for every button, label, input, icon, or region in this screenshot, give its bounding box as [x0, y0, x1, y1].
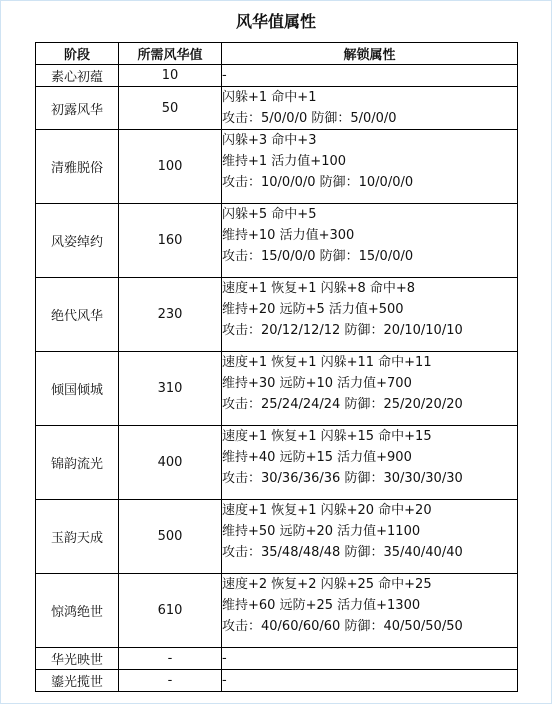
- attribute-line: -: [222, 673, 227, 688]
- unlocked-attributes-cell: [222, 130, 518, 204]
- table-row: [36, 130, 518, 204]
- table-row: [36, 500, 518, 574]
- attribute-line: -: [222, 651, 227, 666]
- attribute-line: 攻击：30/36/36/36 防御：30/30/30/30: [222, 471, 463, 486]
- required-value-cell: 500: [119, 500, 222, 574]
- attribute-line: -: [222, 68, 227, 83]
- table-header-row: [36, 43, 518, 65]
- attribute-line: 维持+40 远防+15 活力值+900: [222, 450, 412, 465]
- attribute-line: 维持+30 远防+10 活力值+700: [222, 376, 412, 391]
- required-value-cell: -: [119, 670, 222, 692]
- attribute-line: 速度+1 恢复+1 闪躲+15 命中+15: [222, 429, 432, 444]
- unlocked-attributes-cell: [222, 426, 518, 500]
- attribute-table: [35, 42, 518, 692]
- attribute-line: 闪躲+1 命中+1: [222, 90, 317, 105]
- stage-cell: 倾国倾城: [36, 352, 119, 426]
- attribute-line: 维持+60 远防+25 活力值+1300: [222, 598, 421, 613]
- attribute-line: 攻击：20/12/12/12 防御：20/10/10/10: [222, 323, 463, 338]
- required-value-cell: 400: [119, 426, 222, 500]
- attribute-line: 攻击：40/60/60/60 防御：40/50/50/50: [222, 619, 463, 634]
- table-row: [36, 87, 518, 130]
- required-value-cell: 160: [119, 204, 222, 278]
- attribute-line: 攻击：25/24/24/24 防御：25/20/20/20: [222, 397, 463, 412]
- required-value-cell: 230: [119, 278, 222, 352]
- attribute-line: 攻击：5/0/0/0 防御：5/0/0/0: [222, 111, 397, 126]
- table-row: [36, 648, 518, 670]
- attribute-line: 攻击：15/0/0/0 防御：15/0/0/0: [222, 249, 414, 264]
- unlocked-attributes-cell: [222, 648, 518, 670]
- table-body: [36, 65, 518, 692]
- stage-cell: 绝代风华: [36, 278, 119, 352]
- attribute-line: 维持+10 活力值+300: [222, 228, 355, 243]
- attribute-line: 闪躲+3 命中+3: [222, 133, 317, 148]
- table-row: [36, 352, 518, 426]
- unlocked-attributes-cell: [222, 670, 518, 692]
- unlocked-attributes-cell: [222, 204, 518, 278]
- stage-cell: 素心初蕴: [36, 65, 119, 87]
- attribute-line: 攻击：10/0/0/0 防御：10/0/0/0: [222, 175, 414, 190]
- required-value-cell: 50: [119, 87, 222, 130]
- table-row: [36, 65, 518, 87]
- required-value-cell: 610: [119, 574, 222, 648]
- header-required-value: 所需风华值: [119, 43, 222, 65]
- unlocked-attributes-cell: [222, 352, 518, 426]
- unlocked-attributes-cell: [222, 574, 518, 648]
- stage-cell: 风姿绰约: [36, 204, 119, 278]
- unlocked-attributes-cell: [222, 278, 518, 352]
- stage-cell: 初露风华: [36, 87, 119, 130]
- required-value-cell: 100: [119, 130, 222, 204]
- required-value-cell: 310: [119, 352, 222, 426]
- table-row: [36, 426, 518, 500]
- stage-cell: 玉韵天成: [36, 500, 119, 574]
- attribute-line: 维持+20 远防+5 活力值+500: [222, 302, 404, 317]
- unlocked-attributes-cell: [222, 500, 518, 574]
- header-stage: 阶段: [36, 43, 119, 65]
- attribute-line: 速度+1 恢复+1 闪躲+20 命中+20: [222, 503, 432, 518]
- table-row: [36, 670, 518, 692]
- table-row: [36, 204, 518, 278]
- attribute-line: 维持+50 远防+20 活力值+1100: [222, 524, 421, 539]
- attribute-line: 攻击：35/48/48/48 防御：35/40/40/40: [222, 545, 463, 560]
- unlocked-attributes-cell: [222, 65, 518, 87]
- stage-cell: 锦韵流光: [36, 426, 119, 500]
- header-unlocked-attributes: 解锁属性: [222, 43, 518, 65]
- attribute-line: 维持+1 活力值+100: [222, 154, 347, 169]
- attribute-line: 速度+1 恢复+1 闪躲+11 命中+11: [222, 355, 432, 370]
- required-value-cell: 10: [119, 65, 222, 87]
- stage-cell: 清雅脱俗: [36, 130, 119, 204]
- stage-cell: 惊鸿绝世: [36, 574, 119, 648]
- attribute-line: 速度+1 恢复+1 闪躲+8 命中+8: [222, 281, 416, 296]
- attribute-line: 速度+2 恢复+2 闪躲+25 命中+25: [222, 577, 432, 592]
- required-value-cell: -: [119, 648, 222, 670]
- table-row: [36, 278, 518, 352]
- attribute-line: 闪躲+5 命中+5: [222, 207, 317, 222]
- unlocked-attributes-cell: [222, 87, 518, 130]
- page-title: 风华值属性: [235, 12, 316, 31]
- table-row: [36, 574, 518, 648]
- stage-cell: 华光映世: [36, 648, 119, 670]
- stage-cell: 鎏光揽世: [36, 670, 119, 692]
